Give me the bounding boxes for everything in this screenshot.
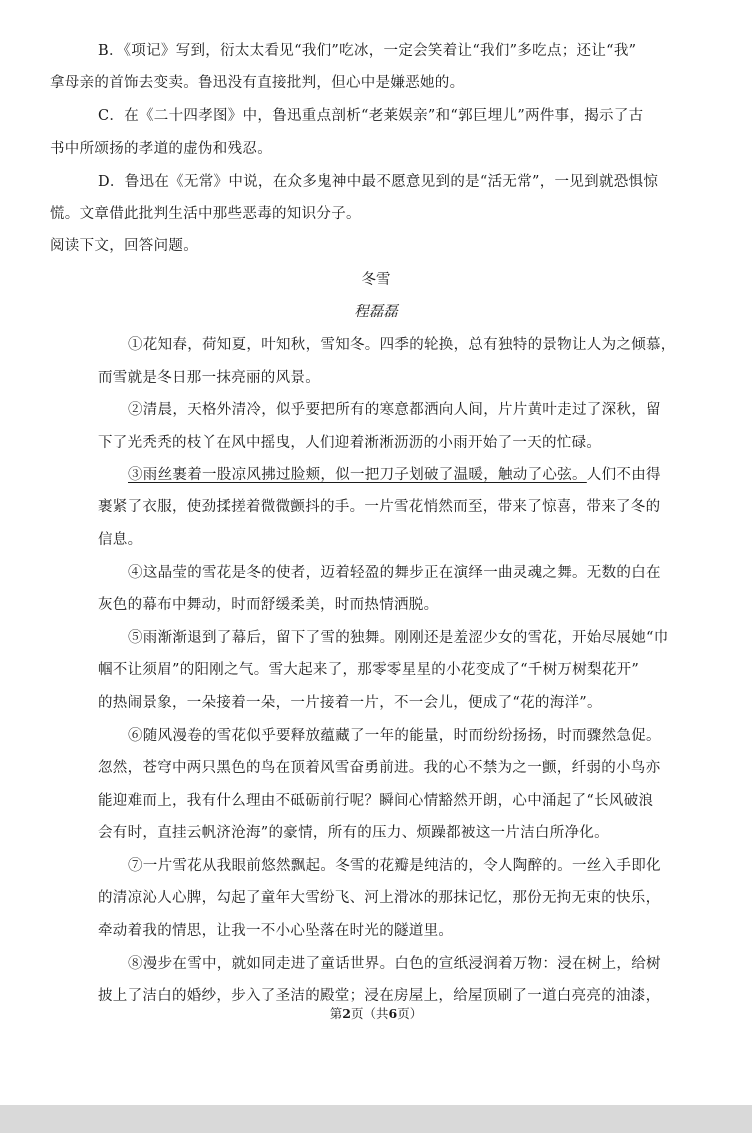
paragraph-5-line-1: ⑤雨渐渐退到了幕后，留下了雪的独舞。刚刚还是羞涩少女的雪花，开始尽展她“巾: [128, 630, 669, 646]
paragraph-1-line-1: ①花知春，荷知夏，叶知秋，雪知冬。四季的轮换，总有独特的景物让人为之倾慕，: [128, 337, 676, 353]
paragraph-6-line-4: 会有时，直挂云帆济沧海”的豪情，所有的压力、烦躁都被这一片洁白所净化。: [98, 825, 609, 841]
paragraph-1-line-2: 而雪就是冬日那一抹亮丽的风景。: [98, 370, 320, 386]
paragraph-5-line-3: 的热闹景象，一朵接着一朵，一片接着一片，不一会儿，便成了“花的海洋”。: [98, 695, 602, 711]
option-b-line-2: 拿母亲的首饰去变卖。鲁迅没有直接批判，但心中是嫌恶她的。: [50, 75, 465, 91]
paragraph-4-line-2: 灰色的幕布中舞动，时而舒缓柔美，时而热情洒脱。: [98, 597, 439, 613]
footer-middle: 页（共: [350, 1006, 389, 1021]
option-d-line-1: D．鲁迅在《无常》中说，在众多鬼神中最不愿意见到的是“活无常”，一见到就恐惧惊: [98, 174, 659, 190]
footer-prefix: 第: [329, 1006, 343, 1021]
footer-suffix: 页）: [397, 1006, 423, 1021]
option-c-line-2: 书中所颂扬的孝道的虚伪和残忍。: [50, 141, 272, 157]
paragraph-5-line-2: 帼不让须眉”的阳刚之气。雪大起来了，那零零星星的小花变成了“千树万树梨花开”: [98, 662, 640, 678]
paragraph-8-line-2: 披上了洁白的婚纱，步入了圣洁的殿堂；浸在房屋上，给屋顶刷了一道白亮亮的油漆，: [98, 988, 661, 1004]
page-footer: [0, 1005, 752, 1023]
option-b-line-1: B．《项记》写到，衍太太看见“我们”吃冰，一定会笑着让“我们”多吃点；还让“我”: [98, 43, 637, 59]
essay-title: 冬雪: [361, 272, 391, 288]
option-d-line-2: 慌。文章借此批判生活中那些恶毒的知识分子。: [50, 206, 361, 222]
paragraph-6-line-2: 忽然，苍穹中两只黑色的鸟在顶着风雪奋勇前进。我的心不禁为之一颤，纤弱的小鸟亦: [98, 760, 661, 776]
paragraph-2-line-2: 下了光秃秃的枝丫在风中摇曳，人们迎着淅淅沥沥的小雨开始了一天的忙碌。: [98, 435, 602, 451]
paragraph-2-line-1: ②清晨，天格外清冷，似乎要把所有的寒意都洒向人间，片片黄叶走过了深秋，留: [128, 402, 661, 418]
paragraph-3-line-3: 信息。: [98, 532, 143, 548]
paragraph-6-line-3: 能迎难而上，我有什么理由不砥砺前行呢？瞬间心情豁然开朗，心中涌起了“长风破浪: [98, 793, 654, 809]
reading-instruction: 阅读下文，回答问题。: [50, 238, 198, 254]
footer-total-pages: 6: [388, 1006, 398, 1021]
essay-author: 程磊磊: [354, 304, 398, 320]
paragraph-3-line-2: 裹紧了衣服，使劲揉搓着微微颤抖的手。一片雪花悄然而至，带来了惊喜，带来了冬的: [98, 499, 661, 515]
paragraph-3-line-1: [128, 465, 661, 485]
paragraph-7-line-3: 牵动着我的情思，让我一不小心坠落在时光的隧道里。: [98, 923, 454, 939]
footer-page-number: 2: [342, 1006, 351, 1021]
paragraph-6-line-1: ⑥随风漫卷的雪花似乎要释放蕴藏了一年的能量，时而纷纷扬扬，时而骤然急促。: [128, 728, 661, 744]
paragraph-4-line-1: ④这晶莹的雪花是冬的使者，迈着轻盈的舞步正在演绎一曲灵魂之舞。无数的白在: [128, 565, 661, 581]
viewer-bottom-bar: [0, 1105, 752, 1133]
paragraph-7-line-1: ⑦一片雪花从我眼前悠然飘起。冬雪的花瓣是纯洁的，令人陶醉的。一丝入手即化: [128, 858, 661, 874]
underlined-sentence: ③雨丝裹着一股凉风拂过脸颊，似一把刀子划破了温暖，触动了心弦。: [128, 467, 587, 483]
paragraph-7-line-2: 的清凉沁人心脾，勾起了童年大雪纷飞、河上滑冰的那抹记忆，那份无拘无束的快乐，: [98, 890, 661, 906]
paragraph-8-line-1: ⑧漫步在雪中，就如同走进了童话世界。白色的宣纸浸润着万物：浸在树上，给树: [128, 956, 661, 972]
option-c-line-1: C．在《二十四孝图》中，鲁迅重点剖析“老莱娱亲”和“郭巨埋儿”两件事，揭示了古: [98, 108, 644, 124]
paragraph-3-line-1-rest: 人们不由得: [586, 467, 661, 483]
